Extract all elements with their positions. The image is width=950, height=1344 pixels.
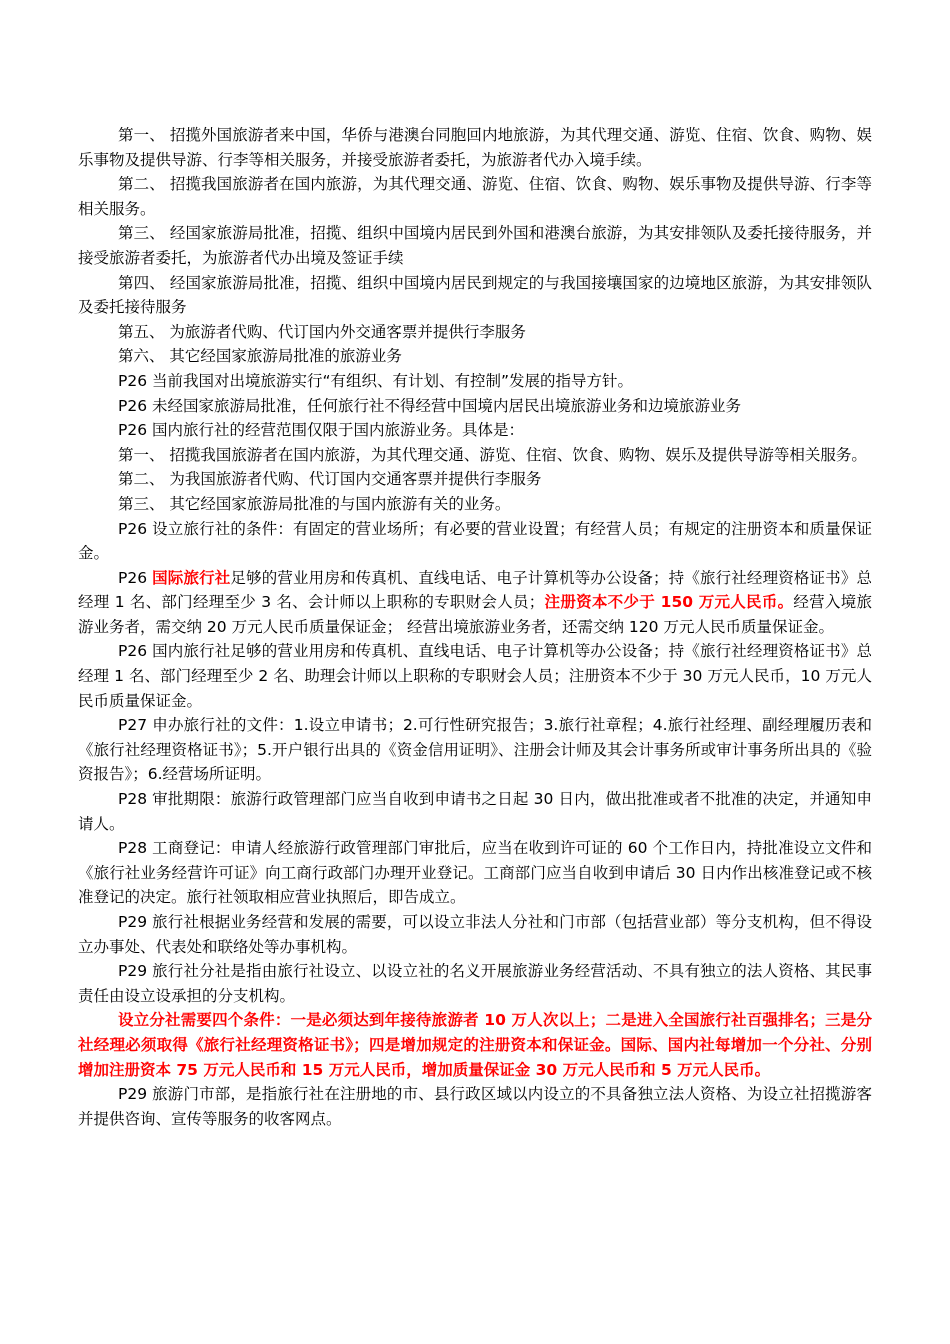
paragraph	[78, 566, 872, 640]
text-segment: P28 审批期限：旅游行政管理部门应当自收到申请书之日起 30 日内，做出批准或者不批准的决定，并通知申请人。	[78, 790, 872, 833]
text-segment: 第一、 招揽我国旅游者在国内旅游，为其代理交通、游览、住宿、饮食、购物、娱乐及提供导游等相关服务。	[118, 445, 867, 464]
text-segment: 第三、 经国家旅游局批准，招揽、组织中国境内居民到外国和港澳台旅游，为其安排领队及委托接待服务，并接受旅游者委托，为旅游者代办出境及签证手续	[78, 224, 872, 267]
text-segment: P26 设立旅行社的条件：有固定的营业场所；有必要的营业设置；有经营人员；有规定的注册资本和质量保证金。	[78, 519, 872, 563]
text-segment: 足够的营业用房和传真机、直线电话、电子计算机等办公设备；持《旅行社经理资格证书》总经理 1 名、部门经理至少 3 名、会计师以上职称的专职财会人员；	[78, 568, 872, 612]
text-segment: P26 国内旅行社的经营范围仅限于国内旅游业务。具体是：	[118, 421, 524, 440]
text-segment: 第二、 招揽我国旅游者在国内旅游，为其代理交通、游览、住宿、饮食、购物、娱乐事物及提供导游、行李等相关服务。	[78, 175, 872, 218]
paragraph	[78, 492, 872, 517]
text-segment: 第五、 为旅游者代购、代订国内外交通客票并提供行李服务	[118, 322, 526, 341]
text-segment: P26 国内旅行社足够的营业用房和传真机、直线电话、电子计算机等办公设备；持《旅行社经理资格证书》总经理 1 名、部门经理至少 2 名、助理会计师以上职称的专职财会人员；注册资本不少于 30 万元人民币，10 万元人民币质量保证金。	[78, 642, 872, 710]
text-segment: 第三、 其它经国家旅游局批准的与国内旅游有关的业务。	[118, 494, 511, 513]
paragraph	[78, 467, 872, 492]
paragraph	[78, 320, 872, 345]
paragraph	[78, 443, 872, 468]
text-segment: P28 工商登记：申请人经旅游行政管理部门审批后，应当在收到许可证的 60 个工作日内，持批准设立文件和《旅行社业务经营许可证》向工商行政部门办理开业登记。工商部门应当自收到申请后 30 日内作出核准登记或不核准登记的决定。旅行社领取相应营业执照后，即告成立。	[78, 839, 872, 907]
paragraph	[78, 713, 872, 787]
text-segment: P29 旅行社根据业务经营和发展的需要，可以设立非法人分社和门市部（包括营业部）等分支机构，但不得设立办事处、代表处和联络处等办事机构。	[78, 913, 872, 956]
paragraph	[78, 221, 872, 270]
highlighted-text: 国际旅行社	[152, 568, 231, 587]
paragraph	[78, 517, 872, 566]
text-segment: P29 旅游门市部，是指旅行社在注册地的市、县行政区域以内设立的不具备独立法人资格、为设立社招揽游客并提供咨询、宣传等服务的收客网点。	[78, 1085, 872, 1128]
text-segment: P27 申办旅行社的文件：1.设立申请书；2.可行性研究报告；3.旅行社章程；4.旅行社经理、副经理履历表和《旅行社经理资格证书》；5.开户银行出具的《资金信用证明》、注册会计师及其会计事务所或审计事务所出具的《验资报告》；6.经营场所证明。	[78, 716, 872, 784]
paragraph	[78, 369, 872, 394]
paragraph	[78, 344, 872, 369]
paragraph	[78, 172, 872, 221]
paragraph	[78, 123, 872, 172]
paragraph	[78, 959, 872, 1008]
text-segment: P26 未经国家旅游局批准，任何旅行社不得经营中国境内居民出境旅游业务和边境旅游业务	[118, 396, 741, 415]
text-segment: P26	[118, 568, 153, 587]
text-segment: 第二、 为我国旅游者代购、代订国内交通客票并提供行李服务	[118, 470, 542, 489]
paragraph	[78, 1008, 872, 1082]
text-segment: 第一、 招揽外国旅游者来中国，华侨与港澳台同胞回内地旅游，为其代理交通、游览、住宿、饮食、购物、娱乐事物及提供导游、行李等相关服务，并接受旅游者委托，为旅游者代办入境手续。	[78, 126, 872, 169]
text-segment: 第四、 经国家旅游局批准，招揽、组织中国境内居民到规定的与我国接壤国家的边境地区旅游，为其安排领队及委托接待服务	[78, 273, 872, 317]
paragraph	[78, 639, 872, 713]
paragraph	[78, 394, 872, 419]
highlighted-text: 设立分社需要四个条件：一是必须达到年接待旅游者 10 万人次以上；二是进入全国旅行社百强排名；三是分社经理必须取得《旅行社经理资格证书》；四是增加规定的注册资本和保证金。国际、国内社每增加一个分社、分别增加注册资本 75 万元人民币和 15 万元人民币，增加质量保证金 30 万元人民币和 5 万元人民币。	[78, 1011, 872, 1079]
paragraph	[78, 418, 872, 443]
paragraph	[78, 787, 872, 836]
text-segment: 经营入境旅游业务者，需交纳 20 万元人民币质量保证金； 经营出境旅游业务者，还需交纳 120 万元人民币质量保证金。	[78, 593, 872, 636]
paragraph	[78, 836, 872, 910]
paragraph	[78, 1082, 872, 1131]
text-segment: P26 当前我国对出境旅游实行“有组织、有计划、有控制”发展的指导方针。	[118, 371, 634, 390]
highlighted-text: 注册资本不少于 150 万元人民币。	[544, 593, 794, 612]
paragraph	[78, 910, 872, 959]
text-segment: P29 旅行社分社是指由旅行社设立、以设立社的名义开展旅游业务经营活动、不具有独立的法人资格、其民事责任由设立设承担的分支机构。	[78, 962, 872, 1005]
paragraph	[78, 271, 872, 320]
text-segment: 第六、 其它经国家旅游局批准的旅游业务	[118, 347, 402, 366]
